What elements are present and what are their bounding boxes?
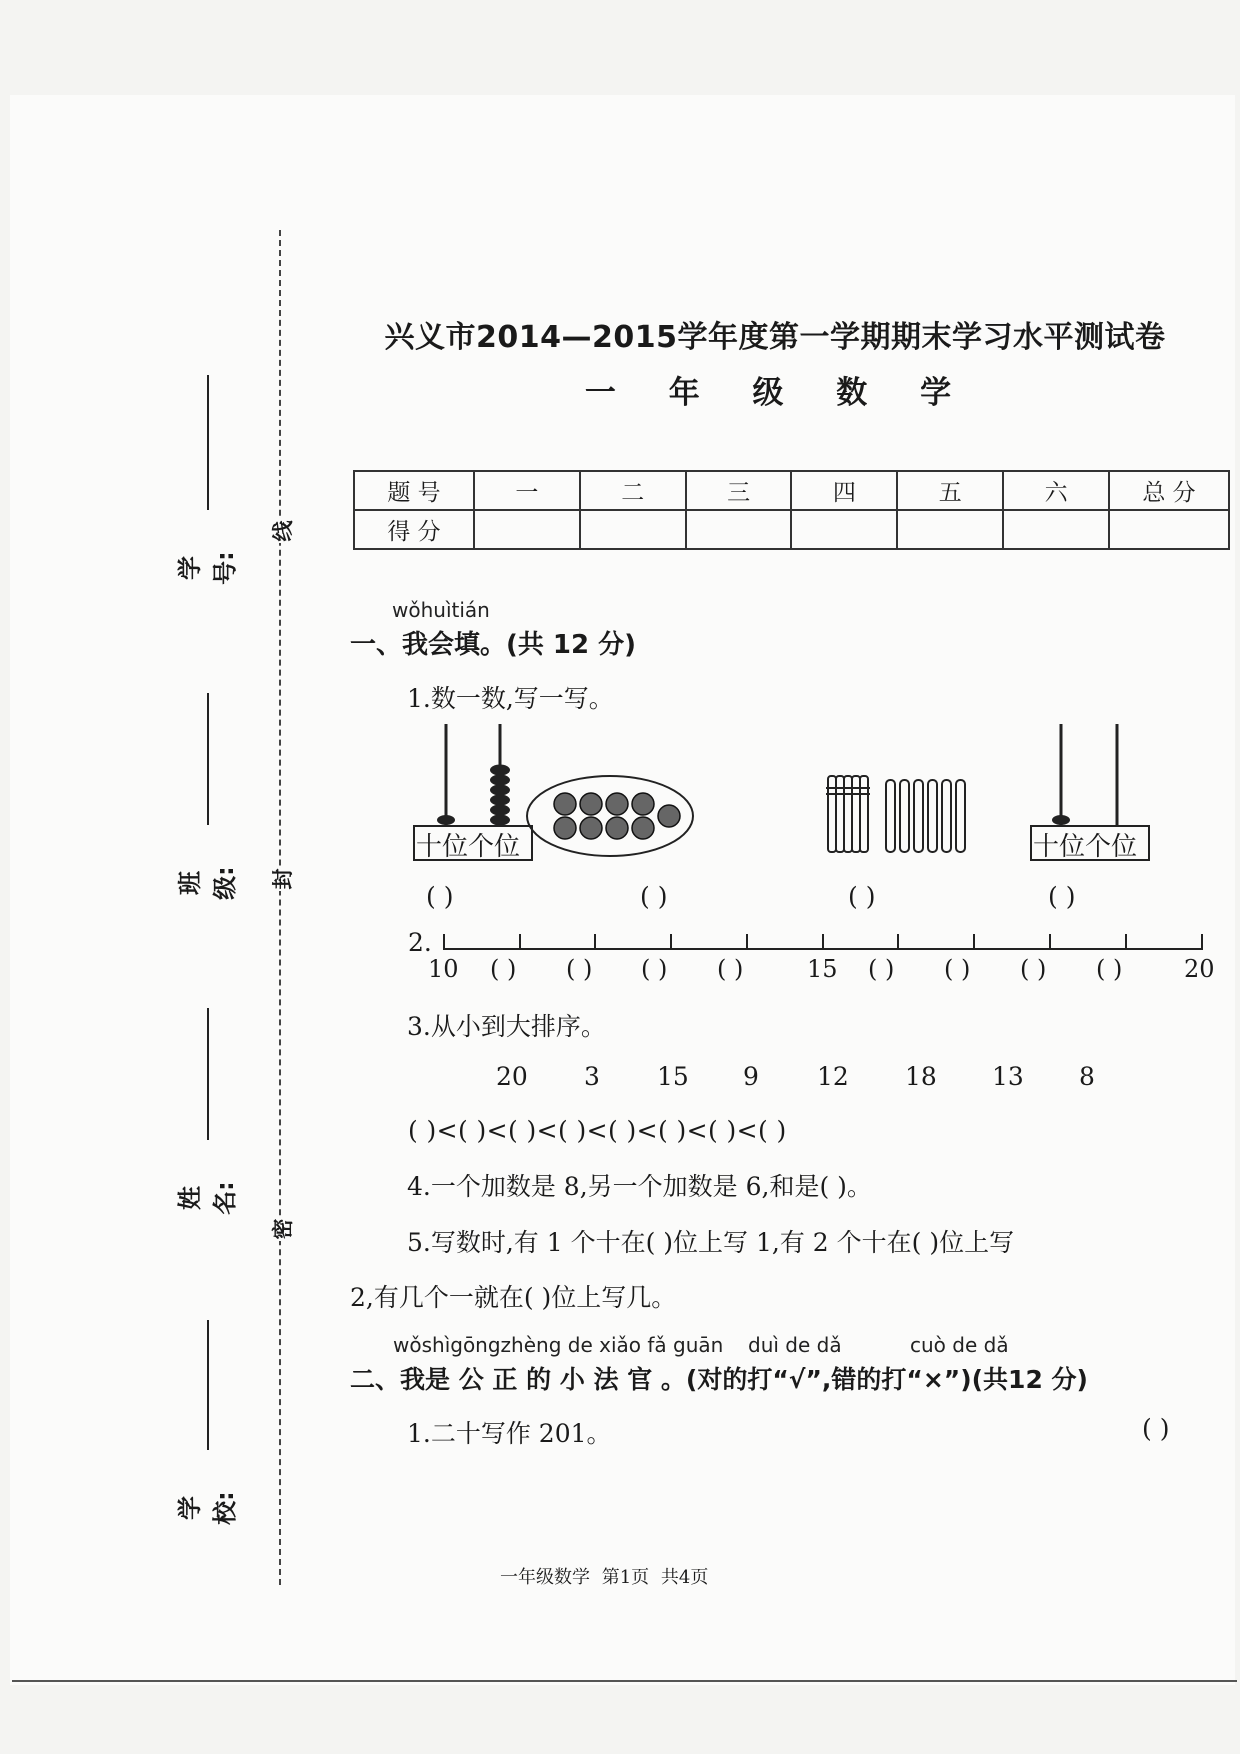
exam-subtitle: 一 年 级 数 学 xyxy=(584,375,966,411)
seal-char-seal: 封 xyxy=(267,867,293,891)
dot xyxy=(554,817,576,839)
s2-q1-text: 1.二十写作 201。 xyxy=(407,1419,612,1448)
score-header-cell: 四 xyxy=(791,471,897,510)
seal-char-secret: 密 xyxy=(267,1217,293,1241)
student-id-line xyxy=(207,375,209,510)
dot xyxy=(606,793,628,815)
sticks-bundle xyxy=(826,776,870,852)
abacus-bead xyxy=(490,785,510,796)
abacus-bead xyxy=(437,815,455,825)
number-line-blank[interactable]: ( ) xyxy=(641,955,668,983)
score-cell[interactable] xyxy=(474,510,580,549)
score-header-cell: 二 xyxy=(580,471,686,510)
q5-text-line1: 5.写数时,有 1 个十在( )位上写 1,有 2 个十在( )位上写 xyxy=(407,1228,1015,1257)
section2-pinyin-correct: duì de dǎ xyxy=(748,1333,842,1357)
number-line-blank[interactable]: ( ) xyxy=(944,955,971,983)
q5-text-line2: 2,有几个一就在( )位上写几。 xyxy=(350,1283,677,1312)
score-cell[interactable] xyxy=(791,510,897,549)
score-row-label: 得 分 xyxy=(354,510,474,549)
order-number: 18 xyxy=(905,1062,937,1091)
number-line-blank[interactable]: ( ) xyxy=(868,955,895,983)
score-header-cell: 三 xyxy=(686,471,792,510)
abacus-bead xyxy=(1052,815,1070,825)
dot xyxy=(658,805,680,827)
school-label: 学校: xyxy=(176,1491,239,1525)
number-line-blank[interactable]: ( ) xyxy=(566,955,593,983)
section2-title: 二、我是 公 正 的 小 法 官 。(对的打“√”,错的打“×”)(共12 分) xyxy=(350,1365,1088,1394)
order-number: 9 xyxy=(743,1062,759,1091)
score-header-cell: 题 号 xyxy=(354,471,474,510)
binding-dashed-line xyxy=(279,230,281,1585)
dots-oval xyxy=(527,776,693,856)
school-line xyxy=(207,1320,209,1450)
score-header-cell: 总 分 xyxy=(1109,471,1229,510)
score-cell[interactable] xyxy=(1003,510,1109,549)
q1-answer-blank-2[interactable]: ( ) xyxy=(640,882,668,911)
dot xyxy=(580,817,602,839)
dot xyxy=(632,793,654,815)
order-number: 3 xyxy=(584,1062,600,1091)
dot xyxy=(580,793,602,815)
sticks-singles xyxy=(886,780,965,852)
class-label: 班级: xyxy=(176,866,239,900)
page-footer: 一年级数学 第1页 共4页 xyxy=(500,1567,709,1588)
q1-answer-blank-4[interactable]: ( ) xyxy=(1048,882,1076,911)
dot xyxy=(632,817,654,839)
abacus-right-label: 十位个位 xyxy=(1033,832,1138,862)
exam-title: 兴义市2014—2015学年度第一学期期末学习水平测试卷 xyxy=(384,320,1166,355)
score-cell[interactable] xyxy=(1109,510,1229,549)
bottom-rule xyxy=(12,1680,1237,1682)
score-header-cell: 一 xyxy=(474,471,580,510)
score-table xyxy=(353,470,1230,550)
number-line-label: 15 xyxy=(807,955,838,983)
section1-pinyin: wǒhuìtián xyxy=(392,598,490,622)
name-line xyxy=(207,1008,209,1140)
order-number: 12 xyxy=(817,1062,849,1091)
name-label: 姓名: xyxy=(176,1181,239,1215)
q1-1-text: 1.数一数,写一写。 xyxy=(407,684,614,713)
score-cell[interactable] xyxy=(686,510,792,549)
score-table-header-row xyxy=(354,471,1229,510)
abacus-left-label: 十位个位 xyxy=(416,832,521,862)
number-line-blank[interactable]: ( ) xyxy=(1020,955,1047,983)
q2-prefix: 2. xyxy=(408,928,432,957)
score-header-cell: 六 xyxy=(1003,471,1109,510)
section1-title: 一、我会填。(共 12 分) xyxy=(350,630,637,660)
score-cell[interactable] xyxy=(580,510,686,549)
order-number: 15 xyxy=(657,1062,689,1091)
abacus-bead xyxy=(490,805,510,816)
q4-text: 4.一个加数是 8,另一个加数是 6,和是( )。 xyxy=(407,1172,872,1201)
number-line-blank[interactable]: ( ) xyxy=(490,955,517,983)
class-line xyxy=(207,693,209,825)
dot xyxy=(554,793,576,815)
number-line-blank[interactable]: ( ) xyxy=(717,955,744,983)
abacus-bead xyxy=(490,765,510,776)
score-table-score-row xyxy=(354,510,1229,549)
abacus-bead xyxy=(490,795,510,806)
order-number: 8 xyxy=(1079,1062,1095,1091)
q3-text: 3.从小到大排序。 xyxy=(407,1012,606,1041)
section2-pinyin-wrong: cuò de dǎ xyxy=(910,1333,1009,1357)
score-header-cell: 五 xyxy=(897,471,1003,510)
s2-q1-answer-blank[interactable]: ( ) xyxy=(1142,1414,1170,1443)
abacus-bead xyxy=(490,815,510,826)
q3-answer-line[interactable]: ( )<( )<( )<( )<( )<( )<( )<( ) xyxy=(408,1116,787,1145)
score-cell[interactable] xyxy=(897,510,1003,549)
abacus-bead xyxy=(490,775,510,786)
number-line-blank[interactable]: ( ) xyxy=(1096,955,1123,983)
order-number: 13 xyxy=(992,1062,1024,1091)
number-line-label: 20 xyxy=(1184,955,1215,983)
number-line xyxy=(440,928,1210,958)
seal-char-line: 线 xyxy=(267,519,293,543)
section2-pinyin-title: wǒshìgōngzhèng de xiǎo fǎ guān xyxy=(393,1333,724,1357)
order-number: 20 xyxy=(496,1062,528,1091)
number-line-label: 10 xyxy=(428,955,459,983)
q1-answer-blank-3[interactable]: ( ) xyxy=(848,882,876,911)
dot xyxy=(606,817,628,839)
q1-answer-blank-1[interactable]: ( ) xyxy=(426,882,454,911)
student-id-label: 学号: xyxy=(176,551,239,585)
